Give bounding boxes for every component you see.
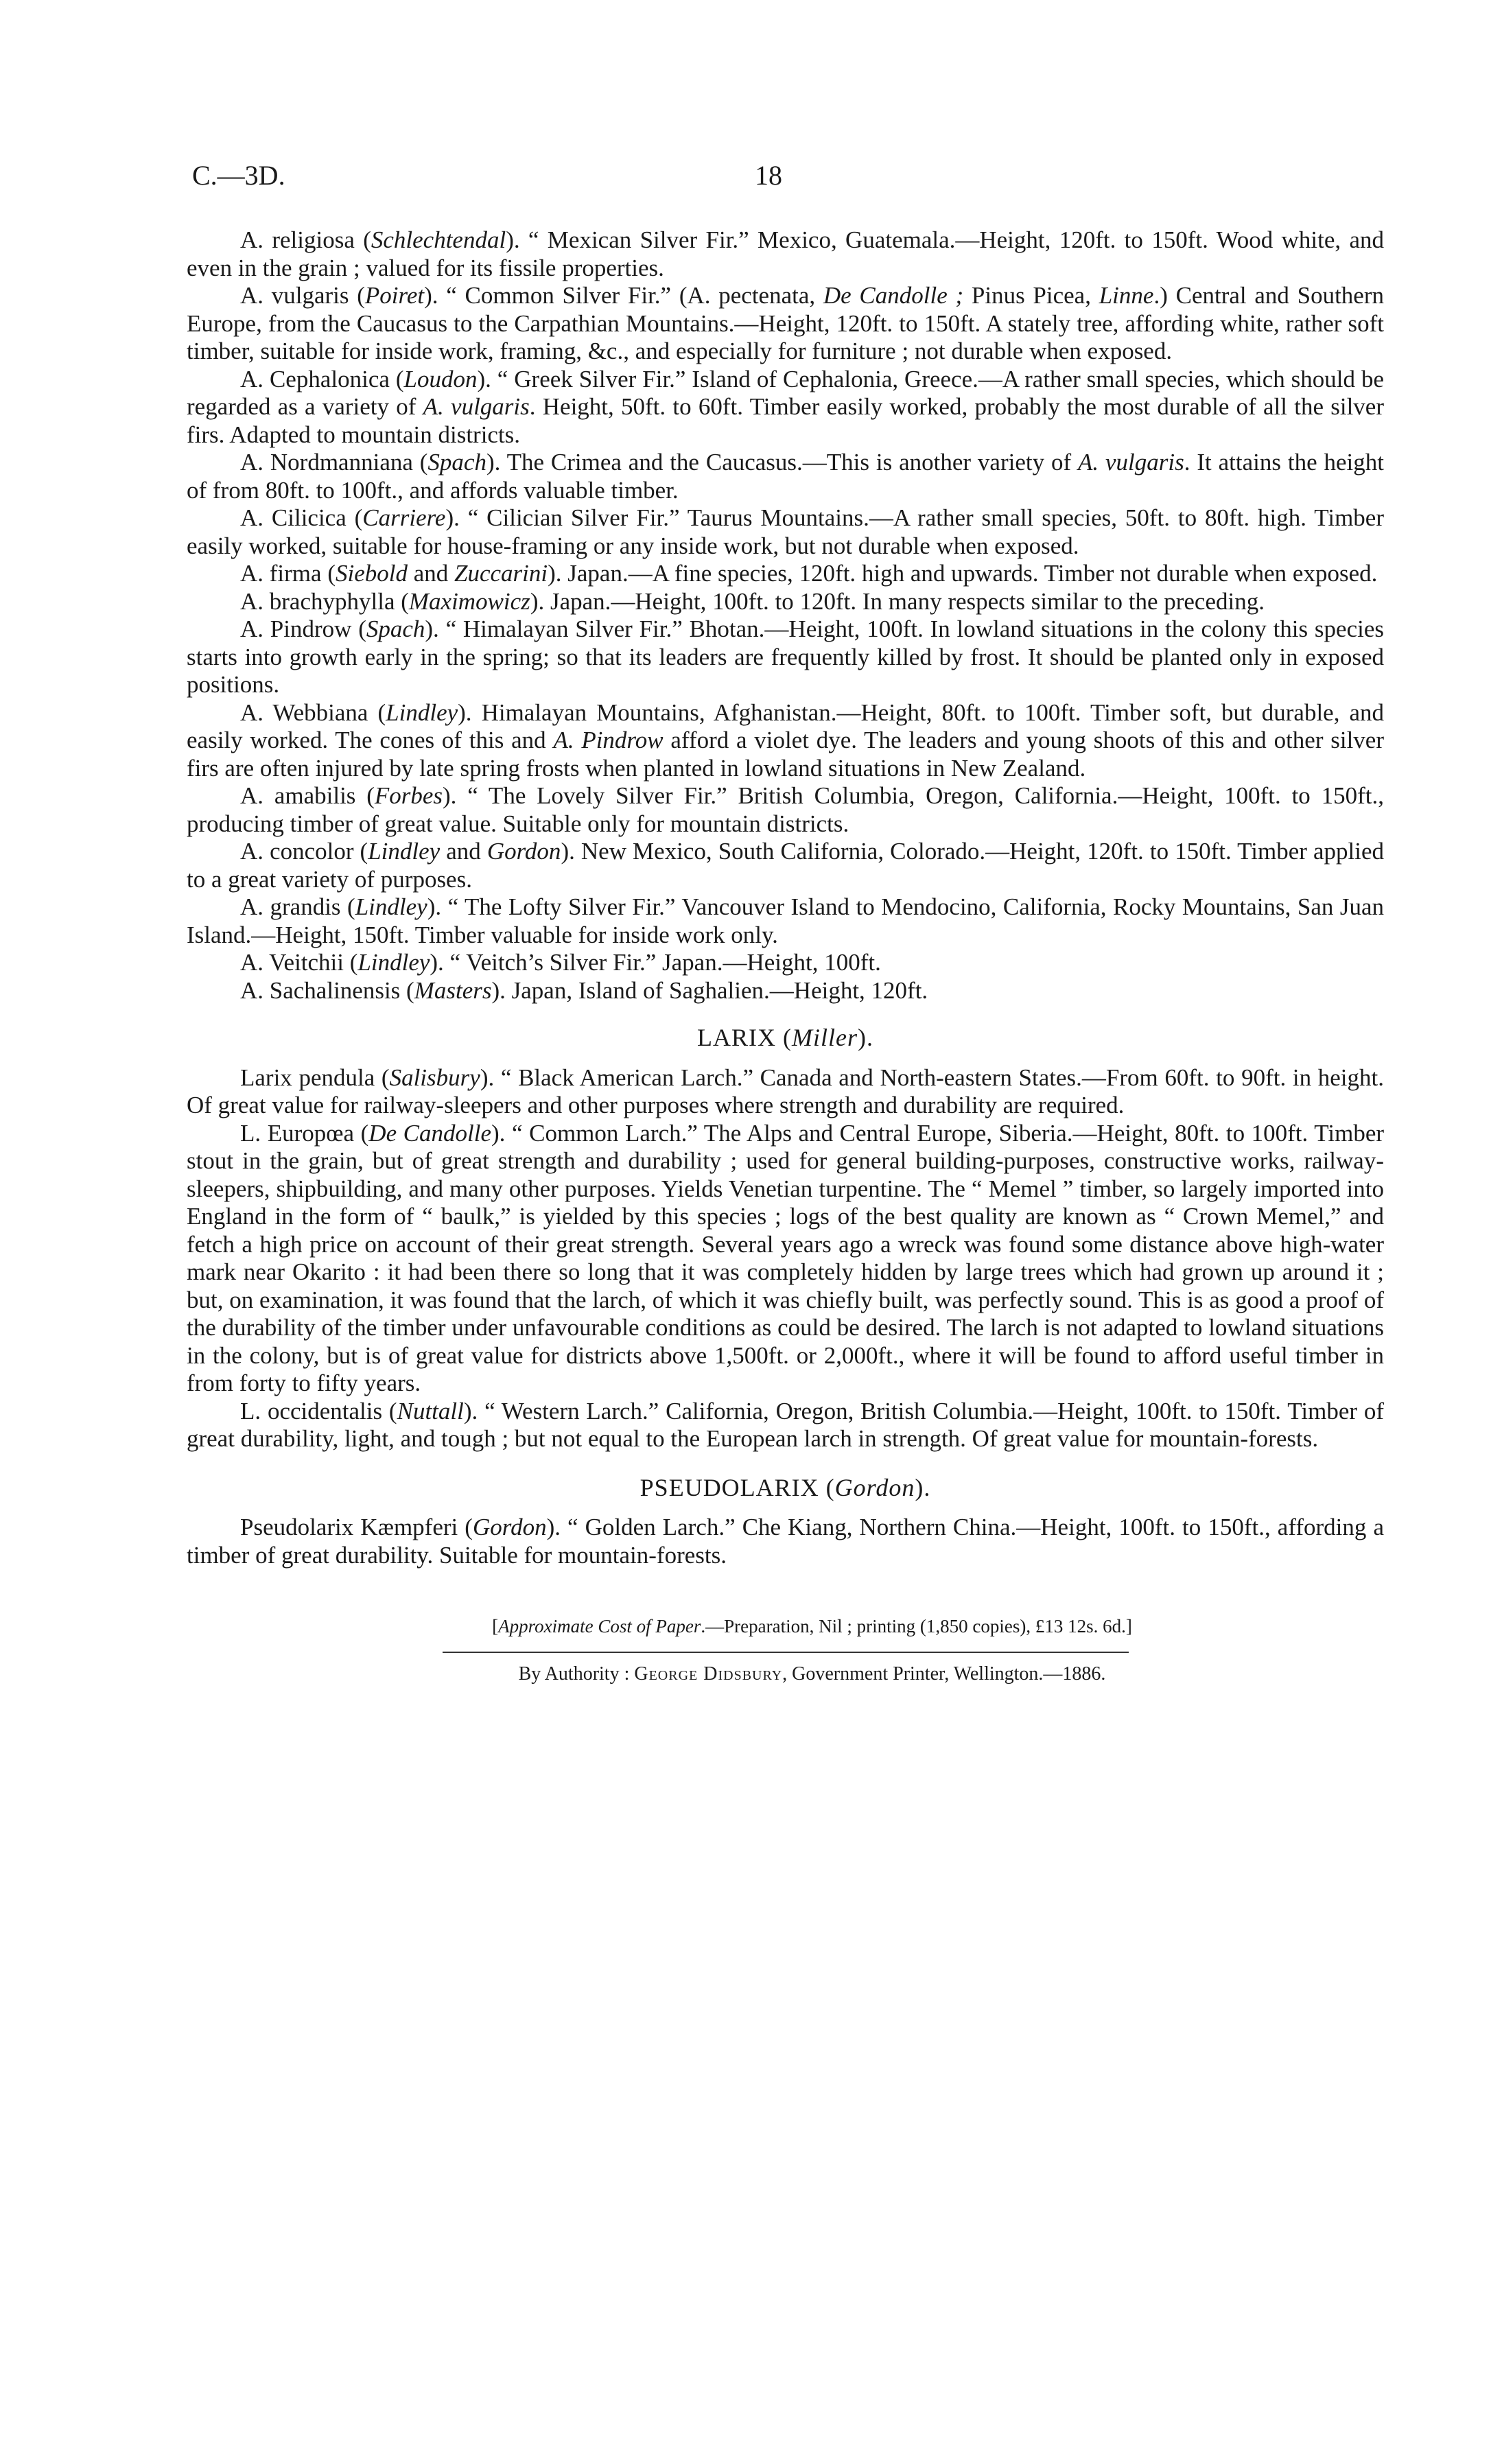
species-entry: A. Cephalonica (Loudon). “ Greek Silver Fir.” Island of Cephalonia, Greece.—A rather small species, which should be regarded as a variety of A. vulgaris. Height, 50ft. to 60ft. Timber easily worked, probably the most durable of all the silver firs. Adapted to mountain districts. [187, 365, 1385, 448]
larix-section [187, 1064, 1384, 1453]
species-entry: Larix pendula (Salisbury). “ Black American Larch.” Canada and North-eastern States.—From 60ft. to 90ft. in height. Of great value for railway-sleepers and other purposes where strength and durability are required. [187, 1064, 1384, 1118]
species-entry: A. Veitchii (Lindley). “ Veitch’s Silver Fir.” Japan.—Height, 100ft. [240, 949, 881, 976]
cost-note: [Approximate Cost of Paper.—Preparation, Nil ; printing (1,850 copies), £13 12s. 6d.] [492, 1616, 1132, 1636]
footer-divider [443, 1652, 1129, 1653]
document-reference: C.—3D. [192, 160, 285, 191]
species-entry: A. Webbiana (Lindley). Himalayan Mountains, Afghanistan.—Height, 80ft. to 100ft. Timber soft, but durable, and easily worked. The cones of this and A. Pindrow afford a violet dye. The leaders and young shoots of this and other silver firs are often injured by late spring frosts when planted in lowland situations in New Zealand. [187, 699, 1385, 782]
larix-heading: LARIX (Miller). [697, 1024, 873, 1051]
species-entry: Pseudolarix Kæmpferi (Gordon). “ Golden Larch.” Che Kiang, Northern China.—Height, 100ft. to 150ft., affording a timber of great durability. Suitable for mountain-forests. [187, 1514, 1384, 1569]
species-entry: A. Pindrow (Spach). “ Himalayan Silver Fir.” Bhotan.—Height, 100ft. In lowland situations in the colony this species starts into growth early in the spring; so that its leaders are frequently killed by frost. It should be planted only in exposed positions. [187, 615, 1384, 698]
printer-imprint: By Authority : George Didsbury, Government Printer, Wellington.—1886. [518, 1663, 1106, 1685]
species-entry: A. religiosa (Schlechtendal). “ Mexican Silver Fir.” Mexico, Guatemala.—Height, 120ft. to 150ft. Wood white, and even in the grain ; valued for its fissile properties. [187, 226, 1385, 281]
page-header [192, 159, 1386, 200]
species-entry: A. grandis (Lindley). “ The Lofty Silver Fir.” Vancouver Island to Mendocino, California, Rocky Mountains, San Juan Island.—Height, 150ft. Timber valuable for inside work only. [187, 893, 1385, 948]
species-entry: A. brachyphylla (Maximowicz). Japan.—Height, 100ft. to 120ft. In many respects similar to the preceding. [240, 587, 1265, 615]
page-number: 18 [755, 160, 782, 191]
species-entry: A. firma (Siebold and Zuccarini). Japan.—A fine species, 120ft. high and upwards. Timber not durable when exposed. [240, 560, 1378, 587]
species-entry: A. amabilis (Forbes). “ The Lovely Silver Fir.” British Columbia, Oregon, California.—Height, 100ft. to 150ft., producing timber of great value. Suitable only for mountain districts. [187, 782, 1384, 837]
species-entry: A. Cilicica (Carriere). “ Cilician Silver Fir.” Taurus Mountains.—A rather small species, 50ft. to 80ft. high. Timber easily worked, suitable for house-framing or any inside work, but not durable when exposed. [187, 504, 1384, 559]
page-body [187, 226, 1384, 1686]
species-entry: A. Nordmanniana (Spach). The Crimea and the Caucasus.—This is another variety of A. vulgaris. It attains the height of from 80ft. to 100ft., and affords valuable timber. [187, 449, 1384, 504]
pseudolarix-heading: PSEUDOLARIX (Gordon). [639, 1473, 931, 1501]
species-entry: L. occidentalis (Nuttall). “ Western Larch.” California, Oregon, British Columbia.—Height, 100ft. to 150ft. Timber of great durability, light, and tough ; but not equal to the European larch in strength. Of great value for mountain-forests. [187, 1397, 1384, 1452]
species-entry: A. Sachalinensis (Masters). Japan, Island of Saghalien.—Height, 120ft. [240, 976, 928, 1004]
pseudolarix-section [187, 1514, 1384, 1569]
species-entry: L. Europœa (De Candolle). “ Common Larch.” The Alps and Central Europe, Siberia.—Height, 80ft. to 100ft. Timber stout in the grain, but of great strength and durability ; used for general building-purposes, constructive works, railway-sleepers, shipbuilding, and many other purposes. Yields Venetian turpentine. The “ Memel ” timber, so largely imported into England in the form of “ baulk,” is yielded by this species ; logs of the best quality are known as “ Crown Memel,” and fetch a high price on account of their great strength. Several years ago a wreck was found some distance above high-water mark near Okarito : it had been there so long that it was completely hidden by large trees which had grown up around it ; but, on examination, it was found that the larch, of which it was chiefly built, was perfectly sound. This is as good a proof of the durability of the timber under unfavourable conditions as could be desired. The larch is not adapted to lowland situations in the colony, but is of great value for districts above 1,500ft. or 2,000ft., where it will be found to afford useful timber in from forty to fifty years. [187, 1119, 1385, 1396]
page-footer [187, 1615, 1384, 1686]
species-entry: A. concolor (Lindley and Gordon). New Mexico, South California, Colorado.—Height, 120ft. to 150ft. Timber applied to a great variety of purposes. [187, 838, 1384, 893]
abies-section [187, 226, 1384, 1005]
species-entry: A. vulgaris (Poiret). “ Common Silver Fir.” (A. pectenata, De Candolle ; Pinus Picea, Linne.) Central and Southern Europe, from the Caucasus to the Carpathian Mountains.—Height, 120ft. to 150ft. A stately tree, affording white, rather soft timber, suitable for inside work, framing, &c., and especially for furniture ; not durable when exposed. [187, 282, 1385, 364]
